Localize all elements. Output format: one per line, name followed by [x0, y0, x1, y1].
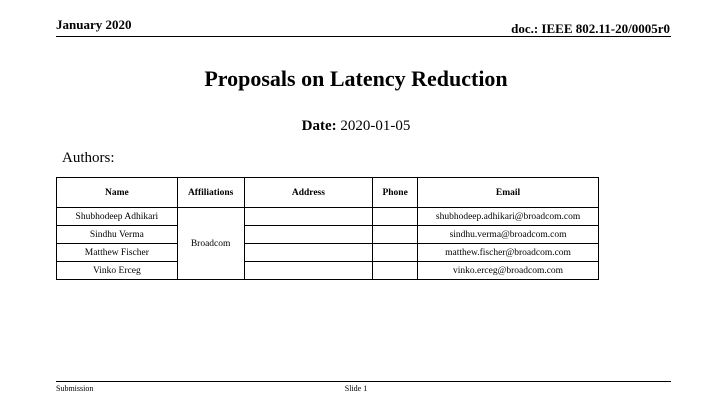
table-row	[57, 208, 599, 226]
column-header-email: Email	[418, 178, 599, 208]
footer-slide-number: Slide 1	[344, 384, 368, 393]
author-phone	[373, 262, 418, 280]
author-email: shubhodeep.adhikari@broadcom.com	[418, 208, 599, 226]
header-doc-id: doc.: IEEE 802.11-20/0005r0	[511, 21, 670, 36]
author-address	[244, 226, 373, 244]
author-phone	[373, 244, 418, 262]
author-address	[244, 244, 373, 262]
table-row	[57, 226, 599, 244]
date-value: 2020-01-05	[340, 118, 411, 134]
header-date: January 2020	[56, 17, 132, 32]
author-email: sindhu.verma@broadcom.com	[418, 226, 599, 244]
author-address	[244, 262, 373, 280]
author-affiliation: Broadcom	[177, 208, 244, 280]
author-name: Shubhodeep Adhikari	[57, 208, 178, 226]
author-address	[244, 208, 373, 226]
authors-label: Authors:	[62, 150, 115, 166]
author-email: matthew.fischer@broadcom.com	[418, 244, 599, 262]
author-name: Vinko Erceg	[57, 262, 178, 280]
author-email: vinko.erceg@broadcom.com	[418, 262, 599, 280]
column-header-phone: Phone	[373, 178, 418, 208]
author-name: Sindhu Verma	[57, 226, 178, 244]
footer-divider	[56, 381, 671, 382]
date-line	[0, 118, 712, 135]
table-row	[57, 244, 599, 262]
footer-submission: Submission	[56, 384, 94, 393]
author-phone	[373, 226, 418, 244]
column-header-address: Address	[244, 178, 373, 208]
slide-title: Proposals on Latency Reduction	[204, 66, 508, 91]
table-header-row	[57, 178, 599, 208]
table-row	[57, 262, 599, 280]
column-header-name: Name	[57, 178, 178, 208]
author-phone	[373, 208, 418, 226]
date-label: Date:	[301, 118, 337, 134]
author-name: Matthew Fischer	[57, 244, 178, 262]
header-divider	[56, 36, 671, 37]
authors-table	[56, 177, 599, 280]
column-header-affiliations: Affiliations	[177, 178, 244, 208]
